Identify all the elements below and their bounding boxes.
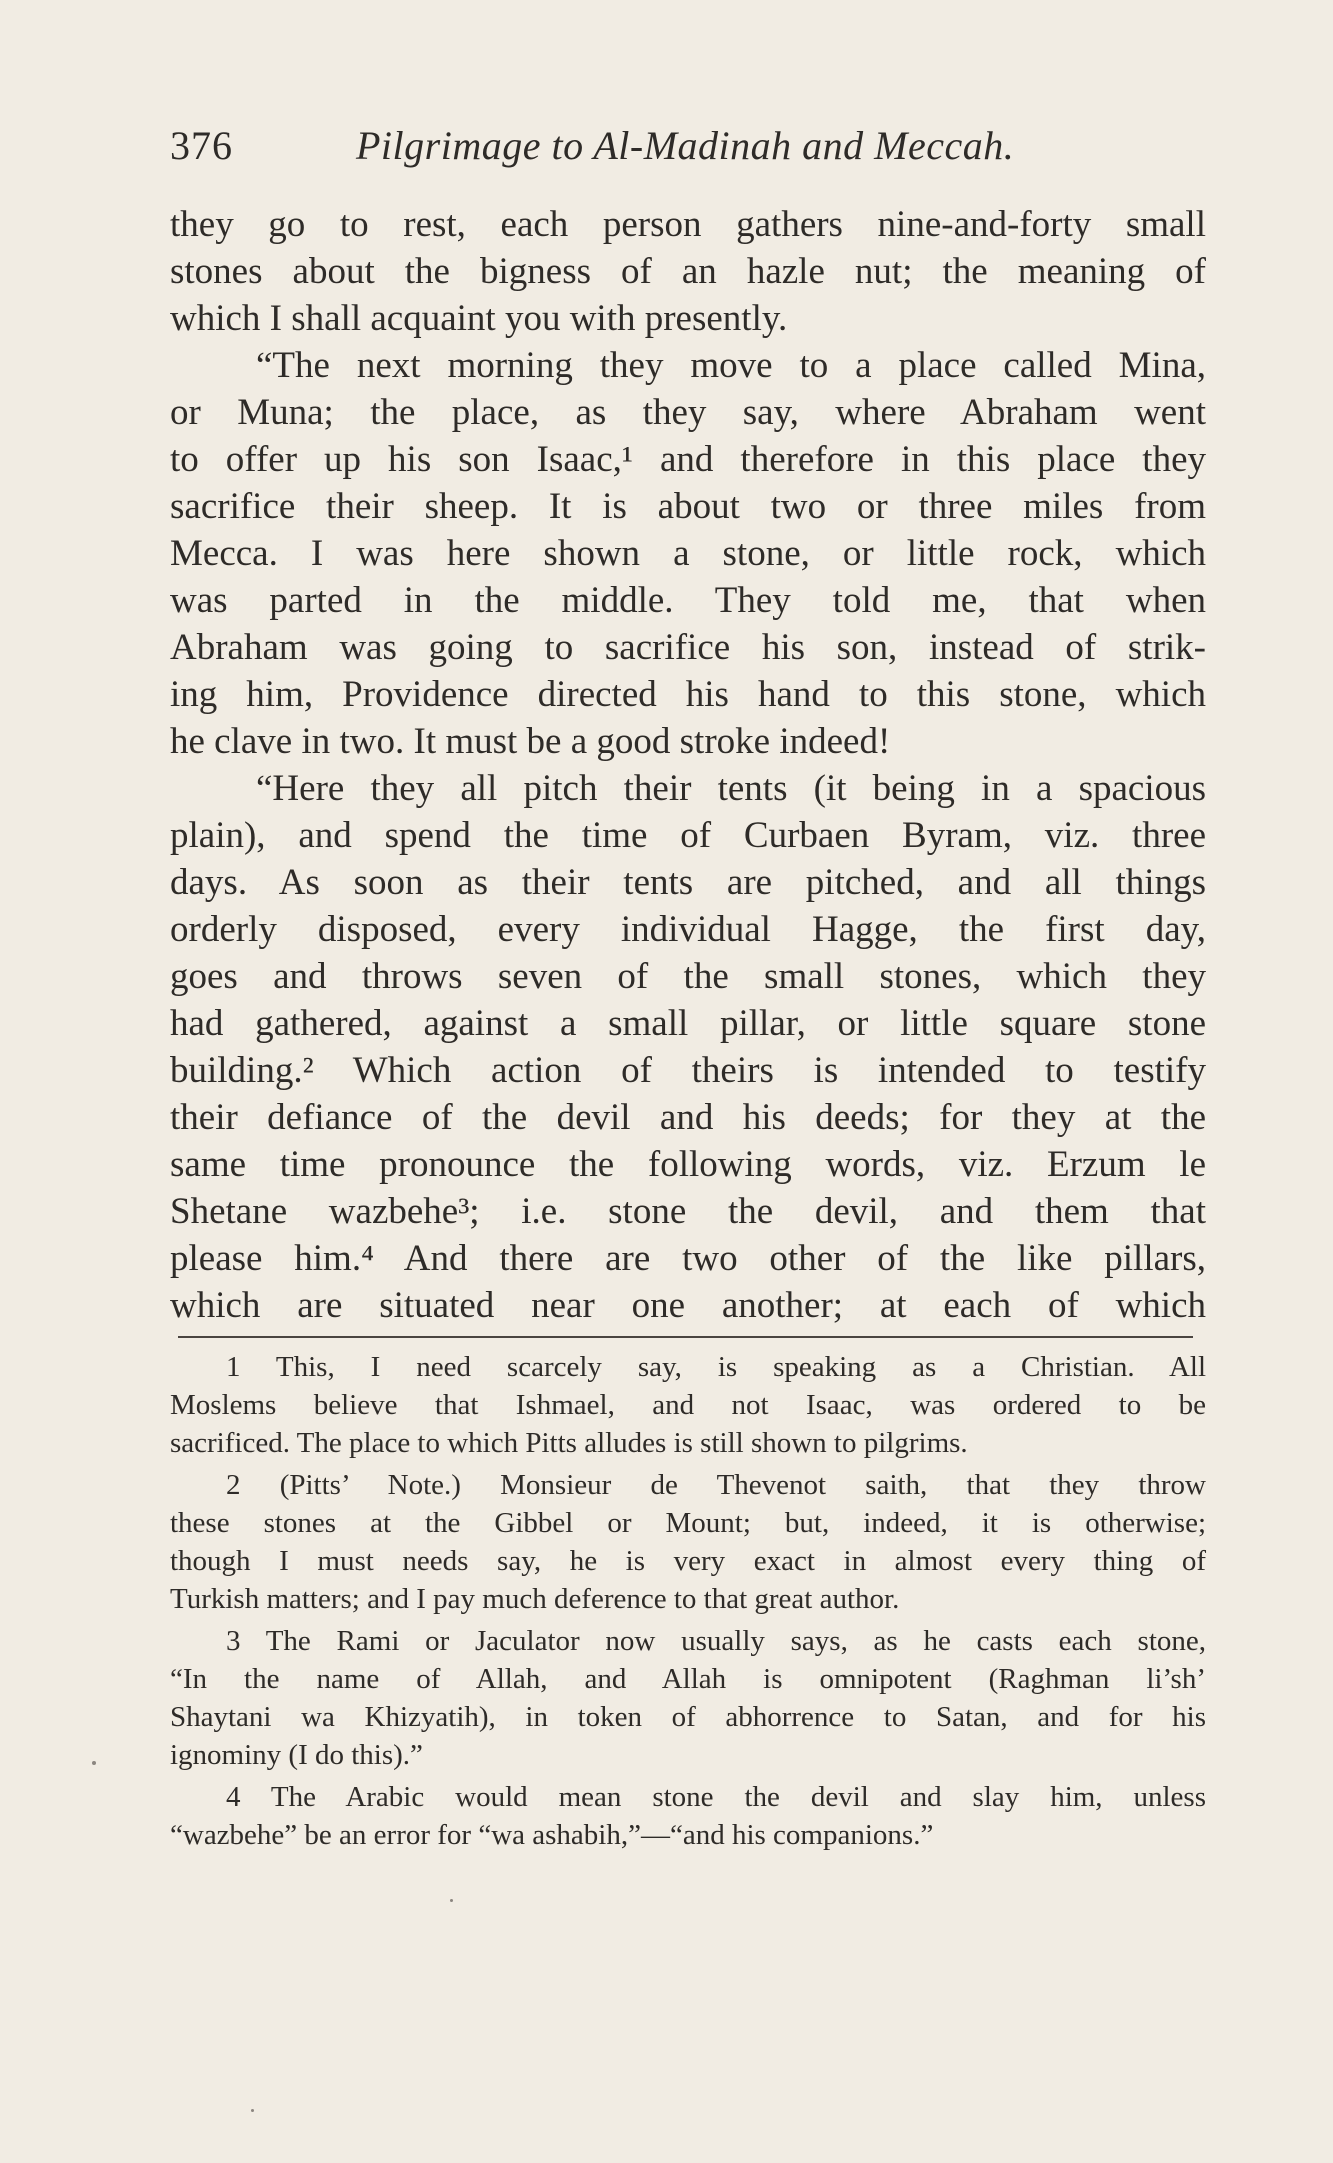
footnote-line: “In the name of Allah, and Allah is omnipotent (Raghman li’sh’	[170, 1663, 1206, 1695]
footnote-1	[170, 1348, 1206, 1462]
body-line: sacrifice their sheep. It is about two or three miles from	[170, 486, 1206, 527]
footnote-line: “wazbehe” be an error for “wa ashabih,”—“and his companions.”	[170, 1819, 934, 1851]
body-line: ing him, Providence directed his hand to this stone, which	[170, 674, 1206, 715]
footnote-line: ignominy (I do this).”	[170, 1739, 423, 1771]
body-line: which I shall acquaint you with presently.	[170, 298, 788, 339]
body-line: was parted in the middle. They told me, that when	[170, 580, 1206, 621]
body-line: orderly disposed, every individual Hagge, the first day,	[170, 909, 1206, 950]
body-line: they go to rest, each person gathers nine-and-forty small	[170, 204, 1206, 245]
body-line: Shetane wazbehe³; i.e. stone the devil, and them that	[170, 1191, 1206, 1232]
body-text	[170, 201, 1206, 1329]
footnotes	[170, 1348, 1206, 1854]
footnote-2	[170, 1466, 1206, 1618]
paper-speck	[450, 1899, 453, 1902]
body-line: “Here they all pitch their tents (it being in a spacious	[256, 768, 1206, 809]
footnote-line: though I must needs say, he is very exact in almost every thing of	[170, 1545, 1206, 1577]
footnote-line: these stones at the Gibbel or Mount; but, indeed, it is otherwise;	[170, 1507, 1206, 1539]
page-number: 376	[170, 123, 233, 168]
body-line: Abraham was going to sacrifice his son, instead of strik-	[170, 627, 1206, 668]
footnote-line: sacrificed. The place to which Pitts alludes is still shown to pilgrims.	[170, 1427, 968, 1459]
body-line: building.² Which action of theirs is intended to testify	[170, 1050, 1206, 1091]
body-line: stones about the bigness of an hazle nut; the meaning of	[170, 251, 1206, 292]
body-line: or Muna; the place, as they say, where Abraham went	[170, 392, 1206, 433]
body-line: to offer up his son Isaac,¹ and therefore in this place they	[170, 439, 1206, 480]
footnote-line: 1 This, I need scarcely say, is speaking as a Christian. All	[226, 1351, 1206, 1383]
footnote-4	[170, 1778, 1206, 1854]
body-line: days. As soon as their tents are pitched, and all things	[170, 862, 1206, 903]
body-line: Mecca. I was here shown a stone, or little rock, which	[170, 533, 1206, 574]
body-line: same time pronounce the following words, viz. Erzum le	[170, 1144, 1206, 1185]
body-line: had gathered, against a small pillar, or little square stone	[170, 1003, 1206, 1044]
footnote-line: 2 (Pitts’ Note.) Monsieur de Thevenot saith, that they throw	[226, 1469, 1206, 1501]
footnote-line: 3 The Rami or Jaculator now usually says, as he casts each stone,	[226, 1625, 1206, 1657]
page-header	[170, 122, 1210, 182]
footnote-3	[170, 1622, 1206, 1774]
running-title: Pilgrimage to Al-Madinah and Meccah.	[356, 123, 1015, 168]
footnote-line: Shaytani wa Khizyatih), in token of abhorrence to Satan, and for his	[170, 1701, 1206, 1733]
body-line: plain), and spend the time of Curbaen Byram, viz. three	[170, 815, 1206, 856]
body-line: he clave in two. It must be a good stroke indeed!	[170, 721, 891, 762]
footnote-rule	[178, 1336, 1193, 1338]
body-line: their defiance of the devil and his deeds; for they at the	[170, 1097, 1206, 1138]
footnote-line: 4 The Arabic would mean stone the devil and slay him, unless	[226, 1781, 1206, 1813]
body-line: please him.⁴ And there are two other of the like pillars,	[170, 1238, 1206, 1279]
footnote-line: Turkish matters; and I pay much deference to that great author.	[170, 1583, 900, 1615]
footnote-line: Moslems believe that Ishmael, and not Isaac, was ordered to be	[170, 1389, 1206, 1421]
body-line: which are situated near one another; at each of which	[170, 1285, 1206, 1326]
body-line: “The next morning they move to a place called Mina,	[256, 345, 1206, 386]
paper-speck	[92, 1761, 96, 1765]
body-line: goes and throws seven of the small stones, which they	[170, 956, 1206, 997]
paper-speck	[251, 2109, 254, 2112]
